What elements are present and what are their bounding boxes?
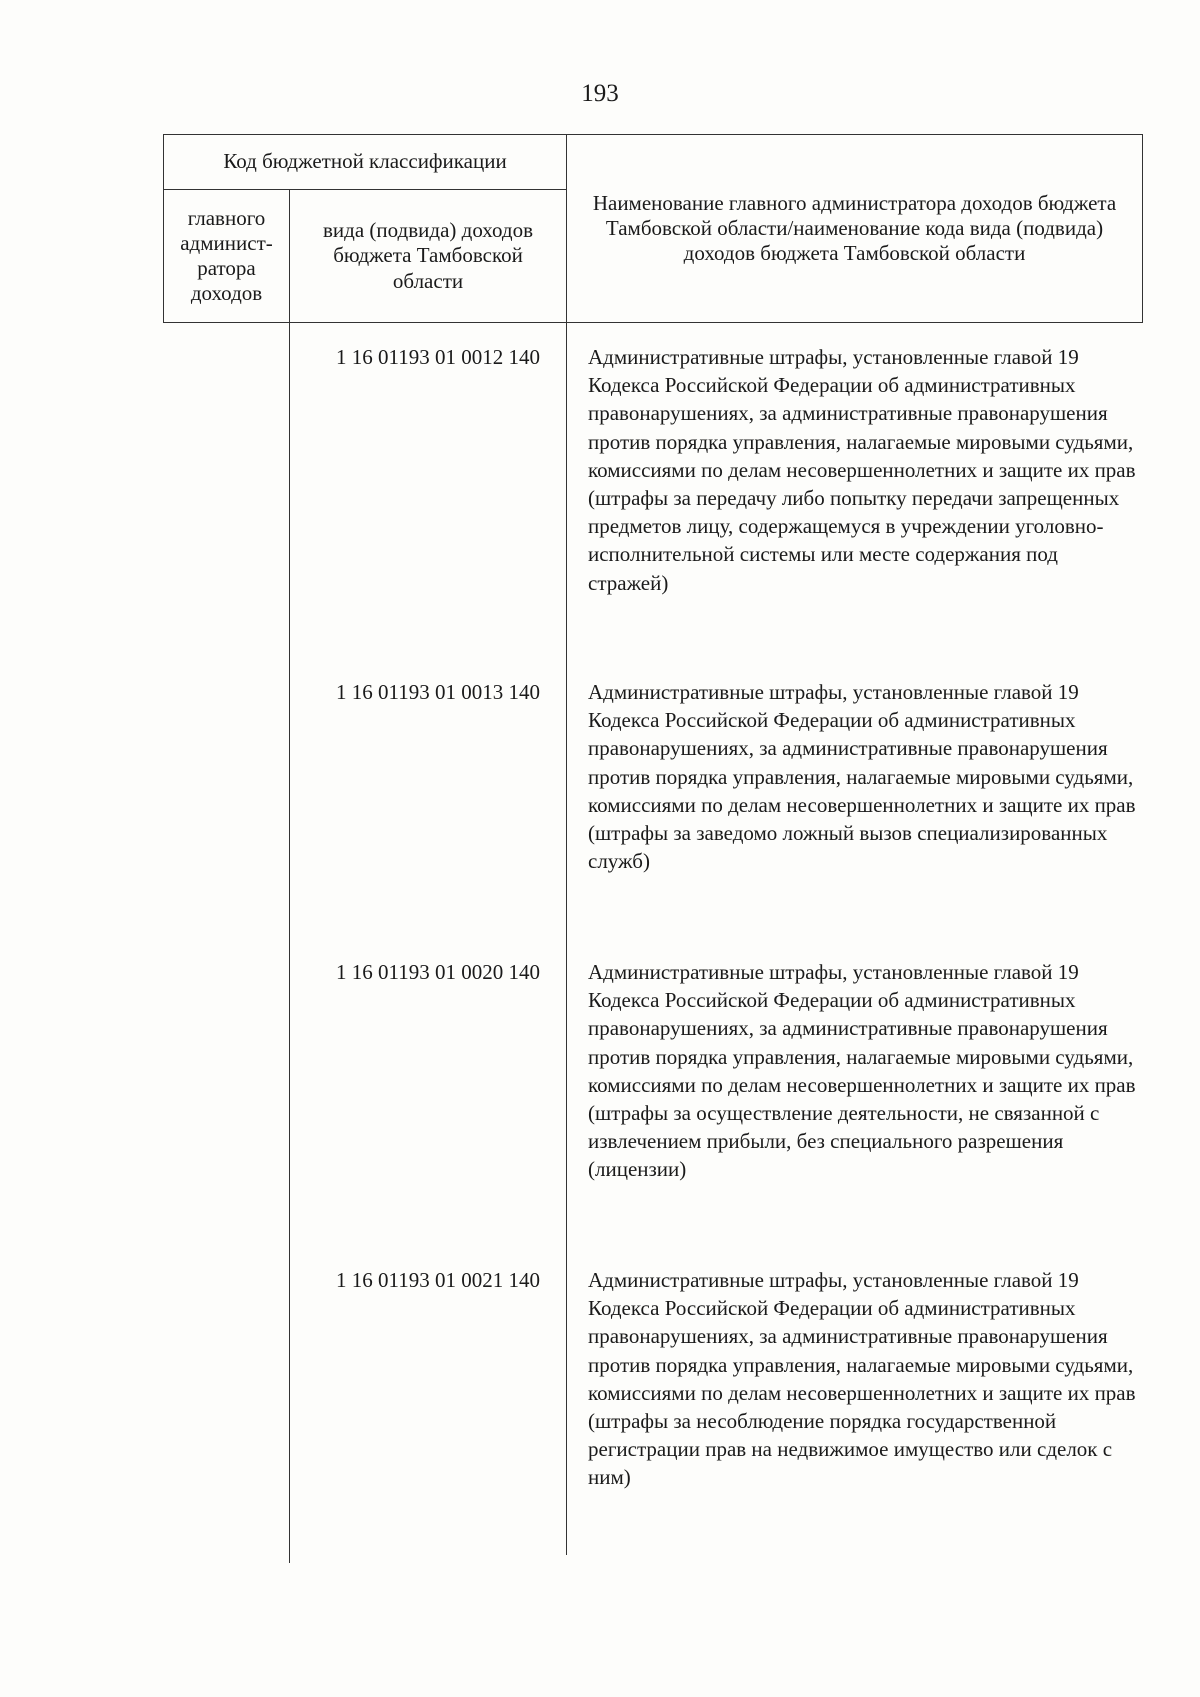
header-group-title: Код бюджетной классификации <box>164 135 567 190</box>
row-code: 1 16 01193 01 0020 140 <box>336 960 540 984</box>
row-description: Административные штрафы, установленные главой 19 Кодекса Российской Федерации об административных правонарушениях, за административные правонарушения против порядка управления, налагаемые мировыми судьями, комиссиями по делам несовершеннолетних и защите их прав (штрафы за несоблюдение порядка государственной регистрации прав на недвижимое имущество или сделок с ним) <box>588 1268 1136 1490</box>
header-col-name: Наименование главного администратора доходов бюджета Тамбовской области/наименование кода вида (подвида) доходов бюджета Тамбовской области <box>567 135 1143 323</box>
row-code: 1 16 01193 01 0021 140 <box>336 1268 540 1292</box>
row-description: Административные штрафы, установленные главой 19 Кодекса Российской Федерации об административных правонарушениях, за административные правонарушения против порядка управления, налагаемые мировыми судьями, комиссиями по делам несовершеннолетних и защите их прав (штрафы за заведомо ложный вызов специализированных служб) <box>588 680 1136 874</box>
page-number: 193 <box>581 80 619 107</box>
column-divider-left <box>289 323 290 1563</box>
row-code: 1 16 01193 01 0013 140 <box>336 680 540 704</box>
header-col-admin: главного админист-ратора доходов <box>164 190 290 323</box>
row-description: Административные штрафы, установленные главой 19 Кодекса Российской Федерации об административных правонарушениях, за административные правонарушения против порядка управления, налагаемые мировыми судьями, комиссиями по делам несовершеннолетних и защите их прав (штрафы за осуществление деятельности, не связанной с извлечением прибыли, без специального разрешения (лицензии) <box>588 960 1136 1182</box>
row-code: 1 16 01193 01 0012 140 <box>336 345 540 369</box>
column-divider-right <box>566 323 567 1555</box>
header-col-kind: вида (подвида) доходов бюджета Тамбовской области <box>290 190 567 323</box>
row-description: Административные штрафы, установленные главой 19 Кодекса Российской Федерации об административных правонарушениях, за административные правонарушения против порядка управления, налагаемые мировыми судьями, комиссиями по делам несовершеннолетних и защите их прав (штрафы за передачу либо попытку передачи запрещенных предметов лицу, содержащемуся в учреждении уголовно-исполнительной системы или месте содержания под стражей) <box>588 345 1136 595</box>
table-header <box>163 134 1143 323</box>
